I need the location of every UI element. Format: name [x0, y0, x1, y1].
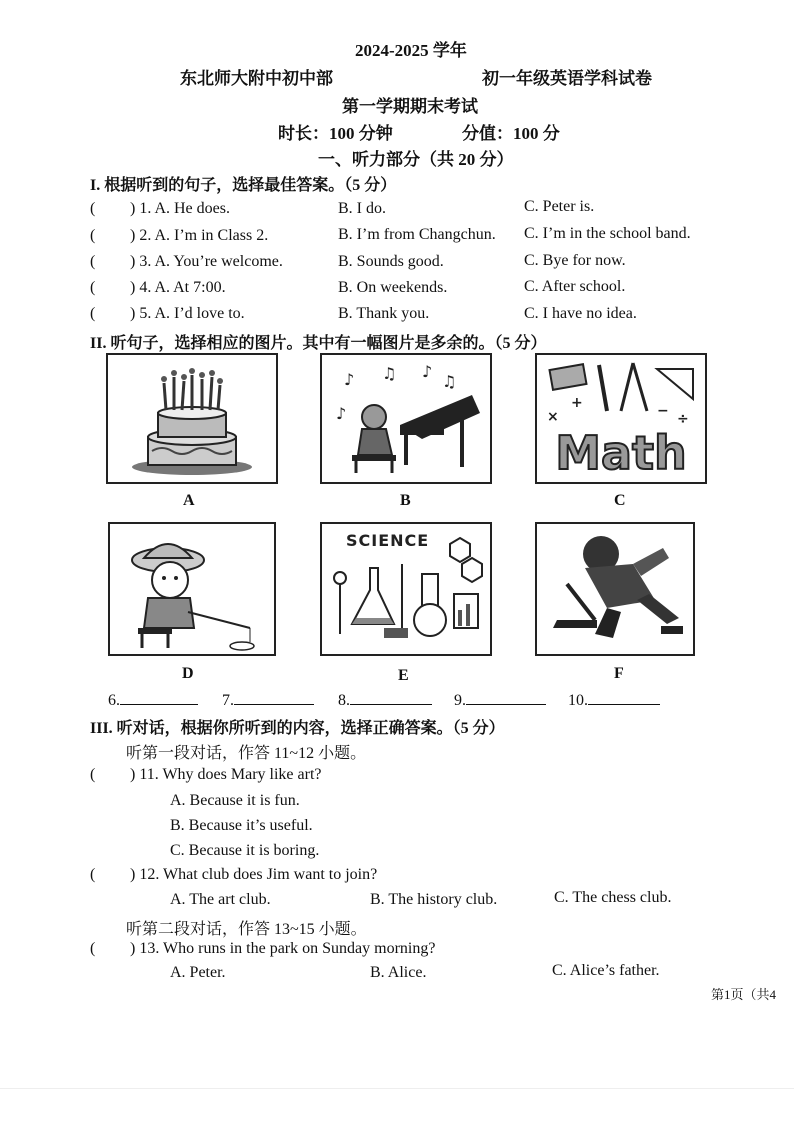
picture-label-b: B: [400, 492, 411, 509]
answer-blank-7[interactable]: [222, 690, 314, 710]
option-a: ) 4. A. At 7:00.: [130, 279, 226, 296]
answer-blank-6[interactable]: [108, 690, 198, 710]
birthday-cake-image: [106, 353, 278, 484]
option-b: B. Alice.: [370, 964, 427, 981]
blank-line[interactable]: [120, 690, 198, 705]
answer-paren[interactable]: (: [90, 227, 96, 244]
exam-score: 分值：100 分: [462, 124, 560, 143]
option-b: B. On weekends.: [338, 279, 448, 296]
picture-label-f: F: [614, 665, 624, 682]
picture-label-c: C: [614, 492, 626, 509]
option-a: ) 1. A. He does.: [130, 200, 230, 217]
exam-year: 2024-2025 学年: [355, 41, 467, 60]
dialogue2-intro: 听第二段对话，作答 13~15 小题。: [126, 921, 367, 938]
option-c: C. Bye for now.: [524, 252, 626, 269]
answer-paren[interactable]: (: [90, 253, 96, 270]
option-a: A. Peter.: [170, 964, 226, 981]
section3-title: III. 听对话，根据你所听到的内容，选择正确答案。（5 分）: [90, 720, 505, 737]
option-b: B. Thank you.: [338, 305, 430, 322]
answer-blank-10[interactable]: [568, 690, 660, 710]
option-b: B. I’m from Changchun.: [338, 226, 496, 243]
blank-number: 7.: [222, 692, 234, 709]
question-text: ) 12. What club does Jim want to join?: [130, 866, 378, 883]
math-word: Math: [555, 426, 687, 480]
answer-paren[interactable]: (: [90, 279, 96, 296]
blank-number: 10.: [568, 692, 588, 709]
part-title: 一、听力部分（共 20 分）: [318, 150, 514, 169]
svg-text:−: −: [657, 403, 669, 419]
blank-number: 6.: [108, 692, 120, 709]
dialogue1-intro: 听第一段对话，作答 11~12 小题。: [126, 745, 367, 762]
blank-number: 8.: [338, 692, 350, 709]
option-b: B. The history club.: [370, 891, 498, 908]
option-c: C. Because it is boring.: [170, 842, 320, 859]
option-b: B. I do.: [338, 200, 386, 217]
option-a: ) 5. A. I’d love to.: [130, 305, 245, 322]
svg-text:÷: ÷: [677, 411, 689, 427]
answer-paren[interactable]: (: [90, 305, 96, 322]
option-a: ) 2. A. I’m in Class 2.: [130, 227, 269, 244]
option-c: C. I have no idea.: [524, 305, 637, 322]
page-bottom-divider: [0, 1088, 794, 1089]
hockey-player-image: [535, 522, 695, 656]
answer-paren[interactable]: (: [90, 940, 96, 957]
picture-label-e: E: [398, 667, 409, 684]
svg-text:♪: ♪: [336, 404, 347, 423]
exam-subject: 初一年级英语学科试卷: [482, 69, 652, 88]
answer-paren[interactable]: (: [90, 766, 96, 783]
picture-label-a: A: [183, 492, 195, 509]
math-image: [535, 353, 707, 484]
svg-text:♪: ♪: [344, 370, 355, 389]
svg-text:×: ×: [547, 409, 559, 425]
option-b: B. Sounds good.: [338, 253, 444, 270]
option-c: C. After school.: [524, 278, 626, 295]
option-a: A. Because it is fun.: [170, 792, 300, 809]
school-name: 东北师大附中初中部: [180, 69, 333, 88]
section1-title: I. 根据听到的句子，选择最佳答案。（5 分）: [90, 177, 397, 194]
answer-paren[interactable]: (: [90, 200, 96, 217]
svg-text:+: +: [571, 395, 583, 411]
option-c: C. I’m in the school band.: [524, 225, 691, 242]
page-number: 第1页（共4: [711, 987, 777, 1002]
blank-line[interactable]: [350, 690, 432, 705]
svg-text:♫: ♫: [382, 364, 397, 383]
section2-title: II. 听句子，选择相应的图片。其中有一幅图片是多余的。（5 分）: [90, 335, 547, 352]
option-a: ) 3. A. You’re welcome.: [130, 253, 283, 270]
option-c: C. The chess club.: [554, 889, 672, 906]
option-a: A. The art club.: [170, 891, 271, 908]
answer-blank-9[interactable]: [454, 690, 546, 710]
svg-text:♫: ♫: [442, 372, 457, 391]
svg-text:♪: ♪: [422, 362, 433, 381]
blank-line[interactable]: [234, 690, 314, 705]
exam-term: 第一学期期末考试: [342, 97, 478, 116]
option-b: B. Because it’s useful.: [170, 817, 313, 834]
option-c: C. Alice’s father.: [552, 962, 660, 979]
picture-label-d: D: [182, 665, 194, 682]
question-text: ) 11. Why does Mary like art?: [130, 766, 322, 783]
fishing-boy-image: [108, 522, 276, 656]
question-text: ) 13. Who runs in the park on Sunday morning?: [130, 940, 436, 957]
science-word: SCIENCE: [346, 531, 430, 550]
blank-line[interactable]: [588, 690, 660, 705]
answer-paren[interactable]: (: [90, 866, 96, 883]
option-c: C. Peter is.: [524, 198, 595, 215]
blank-line[interactable]: [466, 690, 546, 705]
exam-duration: 时长：100 分钟: [278, 124, 393, 143]
blank-number: 9.: [454, 692, 466, 709]
piano-player-image: [320, 353, 492, 484]
answer-blank-8[interactable]: [338, 690, 432, 710]
science-lab-image: [320, 522, 492, 656]
